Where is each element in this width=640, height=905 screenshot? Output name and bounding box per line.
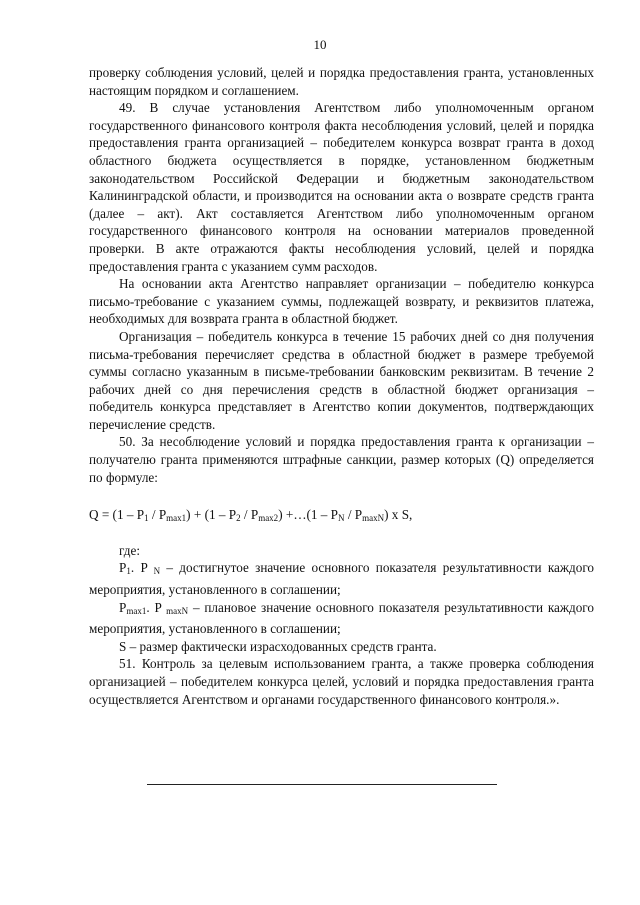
where-label: где:	[119, 542, 140, 558]
formula-tail: ) x S,	[384, 507, 413, 523]
formula-sub-max1: max1	[166, 513, 187, 524]
formula-sub-1: 1	[144, 513, 149, 524]
formula-mid: ) +…(1 – P	[278, 507, 339, 523]
formula-div-n: / P	[344, 507, 363, 523]
def2-text: – плановое значение основного показателя результативности каждого мероприятия, установленного в соглашении;	[89, 599, 594, 637]
penalty-formula	[89, 506, 594, 528]
definition-spent: S – размер фактически израсходованных средств гранта.	[119, 638, 437, 654]
def2-sub-maxn: maxN	[166, 605, 189, 616]
formula-div-2: / P	[240, 507, 259, 523]
formula-lhs: Q = (1 – P	[89, 507, 145, 523]
paragraph-51: 51. Контроль за целевым использованием гранта, а также проверка соблюдения организацией – победителем конкурса целей, условий и порядка предоставления гранта осуществляется Агентством и органами государственного финансового контроля.».	[89, 656, 594, 707]
paragraph-continuation: проверку соблюдения условий, целей и порядка предоставления гранта, установленных настоящим порядком и соглашением.	[89, 65, 594, 98]
def1-sep: . P	[130, 560, 154, 576]
formula-sub-n: N	[338, 513, 345, 524]
def2-p: P	[119, 599, 127, 615]
paragraph-organization: Организация – победитель конкурса в течение 15 рабочих дней со дня получения письма-требования перечисляет средства в областной бюджет в размере требуемой суммы согласно указанным в письме-требовании банковским реквизитам. В течение 2 рабочих дней со дня перечисления средств в областной бюджет организация – победитель конкурса представляет в Агентство копии документов, подтверждающих перечисление средств.	[89, 328, 594, 432]
formula-div-1: / P	[148, 507, 167, 523]
def2-sep: . P	[146, 599, 167, 615]
paragraph-50: 50. За несоблюдение условий и порядка предоставления гранта к организации – получателю гранта применяются штрафные санкции, размер которых (Q) определяется по формуле:	[89, 434, 594, 485]
page-number: 10	[313, 37, 327, 52]
definition-achieved	[89, 559, 594, 598]
end-divider-line	[147, 784, 497, 785]
formula-sub-2: 2	[236, 513, 241, 524]
definition-planned	[89, 599, 594, 638]
formula-sub-maxn: maxN	[362, 513, 385, 524]
def1-sub-n: N	[153, 566, 161, 577]
formula-plus-1: ) + (1 – P	[186, 507, 237, 523]
formula-sub-max2: max2	[258, 513, 279, 524]
paragraph-act: На основании акта Агентство направляет организации – победителю конкурса письмо-требование с указанием суммы, подлежащей возврату, и реквизитов платежа, необходимых для возврата гранта в областной бюджет.	[89, 276, 594, 327]
paragraph-49: 49. В случае установления Агентством либо уполномоченным органом государственного финансового контроля факта несоблюдения условий, целей и порядка предоставления гранта организацией – победителем конкурса возврат гранта в доход областного бюджета осуществляется в порядке, установленном бюджетным законодательством Российской Федерации и бюджетным законодательством Калининградской области, и производится на основании акта о возврате средств гранта (далее – акт). Акт составляется Агентством либо уполномоченным органом государственного финансового контроля на основании материалов проведенной проверки. В акте отражаются факты несоблюдения условий, целей и порядка предоставления гранта с указанием сумм расходов.	[89, 100, 594, 274]
document-body	[89, 64, 594, 708]
def1-p: P	[119, 560, 127, 576]
def2-sub-max1: max1	[126, 605, 147, 616]
def1-text: – достигнутое значение основного показателя результативности каждого мероприятия, установленного в соглашении;	[89, 560, 594, 598]
def1-sub-1: 1	[126, 566, 131, 577]
